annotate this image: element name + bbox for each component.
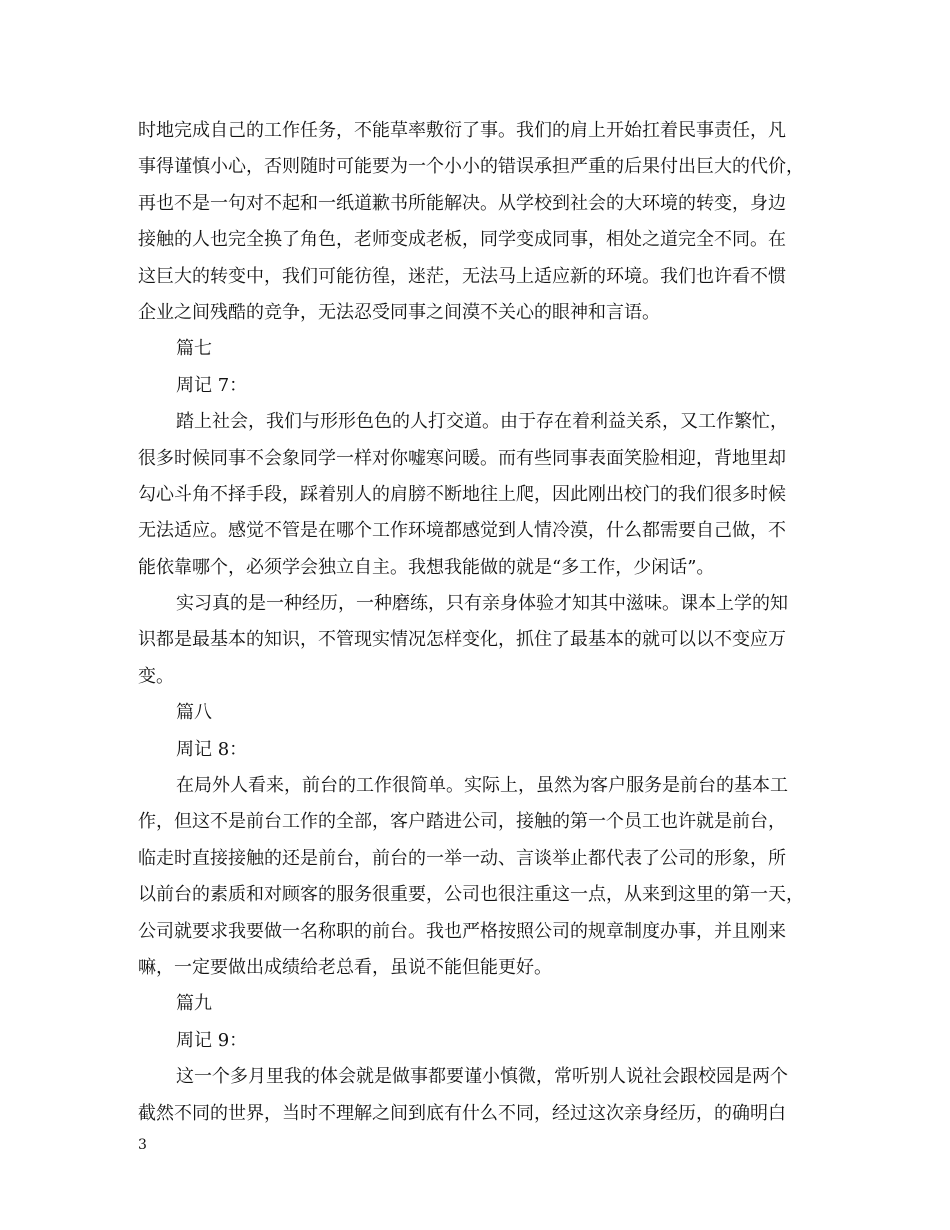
text-line: 接触的人也完全换了角色，老师变成老板，同学变成同事，相处之道完全不同。在 [138,229,786,251]
text-line: 作，但这不是前台工作的全部，客户踏进公司，接触的第一个员工也许就是前台， [138,811,786,833]
text-line: 嘛，一定要做出成绩给老总看，虽说不能但能更好。 [138,956,552,978]
section-heading-8: 篇八 [176,702,212,724]
text-line: 识都是最基本的知识，不管现实情况怎样变化，抓住了最基本的就可以以不变应万 [138,629,786,651]
journal-title-9: 周记 9： [176,1029,248,1051]
text-line: 勾心斗角不择手段，踩着别人的肩膀不断地往上爬，因此刚出校门的我们很多时候 [138,483,786,505]
text-line: 时地完成自己的工作任务，不能草率敷衍了事。我们的肩上开始扛着民事责任，凡 [138,120,786,141]
text-line: 再也不是一句对不起和一纸道歉书所能解决。从学校到社会的大环境的转变，身边 [138,192,786,214]
text-line: 截然不同的世界，当时不理解之间到底有什么不同，经过这次亲身经历，的确明白 [138,1102,786,1124]
text-line: 公司就要求我要做一名称职的前台。我也严格按照公司的规章制度办事，并且刚来 [138,920,786,942]
page-number: 3 [138,1137,147,1153]
journal-title-8: 周记 8： [176,738,248,760]
section-heading-7: 篇七 [176,338,212,360]
text-line: 这巨大的转变中，我们可能彷徨，迷茫，无法马上适应新的环境。我们也许看不惯 [138,265,786,287]
section-heading-9: 篇九 [176,993,212,1015]
journal-title-7: 周记 7： [176,374,248,396]
text-line: 以前台的素质和对顾客的服务很重要，公司也很注重这一点，从来到这里的第一天， [138,884,804,906]
text-line: 临走时直接接触的还是前台，前台的一举一动、言谈举止都代表了公司的形象，所 [138,847,786,869]
text-line: 变。 [138,665,174,687]
paragraph-line: 在局外人看来，前台的工作很简单。实际上，虽然为客户服务是前台的基本工 [176,775,788,797]
text-line: 企业之间残酷的竞争，无法忍受同事之间漠不关心的眼神和言语。 [138,301,660,323]
text-line: 事得谨慎小心，否则随时可能要为一个小小的错误承担严重的后果付出巨大的代价， [138,156,804,178]
text-line: 很多时候同事不会象同学一样对你嘘寒问暖。而有些同事表面笑脸相迎，背地里却 [138,447,786,469]
paragraph-line: 踏上社会，我们与形形色色的人打交道。由于存在着利益关系，又工作繁忙， [176,411,788,433]
text-line: 能依靠哪个，必须学会独立自主。我想我能做的就是“多工作，少闲话”。 [138,556,715,578]
document-body [138,113,828,1132]
paragraph-line: 实习真的是一种经历，一种磨练，只有亲身体验才知其中滋味。课本上学的知 [176,593,788,615]
text-line: 无法适应。感觉不管是在哪个工作环境都感觉到人情冷漠，什么都需要自己做，不 [138,520,786,542]
paragraph-line: 这一个多月里我的体会就是做事都要谨小慎微，常听别人说社会跟校园是两个 [176,1066,788,1088]
